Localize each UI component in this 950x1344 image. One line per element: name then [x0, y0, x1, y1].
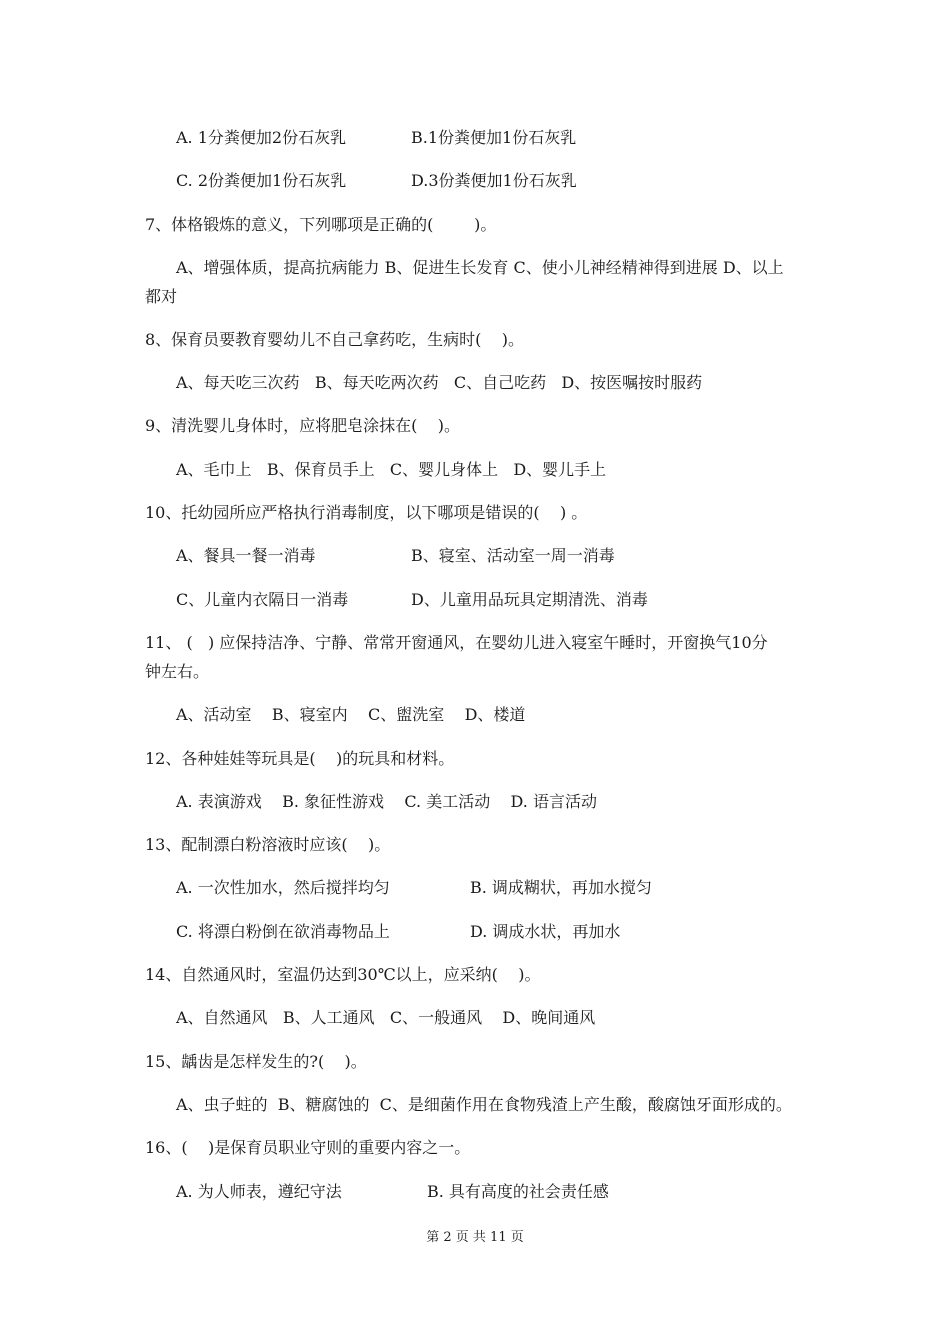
q11-stem-continued: 钟左右。 [145, 662, 210, 681]
q11-stem: 11、 ( ) 应保持洁净、宁静、常常开窗通风，在婴幼儿进入寝室午睡时，开窗换气10分 [145, 633, 768, 652]
q7-options: A、增强体质，提高抗病能力 B、促进生长发育 C、使小儿神经精神得到进展 D、以上 [176, 258, 784, 277]
q6-option-d: D.3份粪便加1份石灰乳 [411, 171, 577, 190]
q11-options: A、活动室 B、寝室内 C、盥洗室 D、楼道 [176, 705, 526, 724]
q9-options: A、毛巾上 B、保育员手上 C、婴儿身体上 D、婴儿手上 [176, 460, 607, 479]
q14-stem: 14、自然通风时，室温仍达到30℃以上，应采纳( )。 [145, 965, 541, 984]
q15-stem: 15、龋齿是怎样发生的?( )。 [145, 1052, 367, 1071]
q10-stem: 10、托幼园所应严格执行消毒制度，以下哪项是错误的( ) 。 [145, 503, 588, 522]
q10-option-d: D、儿童用品玩具定期清洗、消毒 [411, 590, 648, 609]
page-number-footer: 第 2 页 共 11 页 [426, 1230, 524, 1245]
q6-option-a: A. 1分粪便加2份石灰乳 [176, 128, 347, 147]
q9-stem: 9、清洗婴儿身体时，应将肥皂涂抹在( )。 [145, 416, 461, 435]
q10-option-b: B、寝室、活动室一周一消毒 [411, 546, 615, 565]
q13-option-b: B. 调成糊状，再加水搅匀 [470, 878, 652, 897]
q10-option-a: A、餐具一餐一消毒 [176, 546, 316, 565]
q8-options: A、每天吃三次药 B、每天吃两次药 C、自己吃药 D、按医嘱按时服药 [176, 373, 703, 392]
q13-option-d: D. 调成水状，再加水 [470, 922, 621, 941]
q7-stem: 7、体格锻炼的意义，下列哪项是正确的( )。 [145, 215, 497, 234]
q16-option-b: B. 具有高度的社会责任感 [427, 1182, 609, 1201]
q8-stem: 8、保育员要教育婴幼儿不自己拿药吃，生病时( )。 [145, 330, 525, 349]
q13-option-c: C. 将漂白粉倒在欲消毒物品上 [176, 922, 390, 941]
q6-option-b: B.1份粪便加1份石灰乳 [411, 128, 577, 147]
q13-stem: 13、配制漂白粉溶液时应该( )。 [145, 835, 391, 854]
q16-stem: 16、( )是保育员职业守则的重要内容之一。 [145, 1138, 471, 1157]
q12-stem: 12、各种娃娃等玩具是( )的玩具和材料。 [145, 749, 455, 768]
q13-option-a: A. 一次性加水，然后搅拌均匀 [176, 878, 390, 897]
q16-option-a: A. 为人师表，遵纪守法 [176, 1182, 342, 1201]
q12-options: A. 表演游戏 B. 象征性游戏 C. 美工活动 D. 语言活动 [176, 792, 597, 811]
q7-options-continued: 都对 [145, 287, 178, 306]
q10-option-c: C、儿童内衣隔日一消毒 [176, 590, 349, 609]
q15-options: A、虫子蛀的 B、糖腐蚀的 C、是细菌作用在食物残渣上产生酸，酸腐蚀牙面形成的。 [176, 1095, 792, 1114]
q14-options: A、自然通风 B、人工通风 C、一般通风 D、晚间通风 [176, 1008, 596, 1027]
q6-option-c: C. 2份粪便加1份石灰乳 [176, 171, 347, 190]
